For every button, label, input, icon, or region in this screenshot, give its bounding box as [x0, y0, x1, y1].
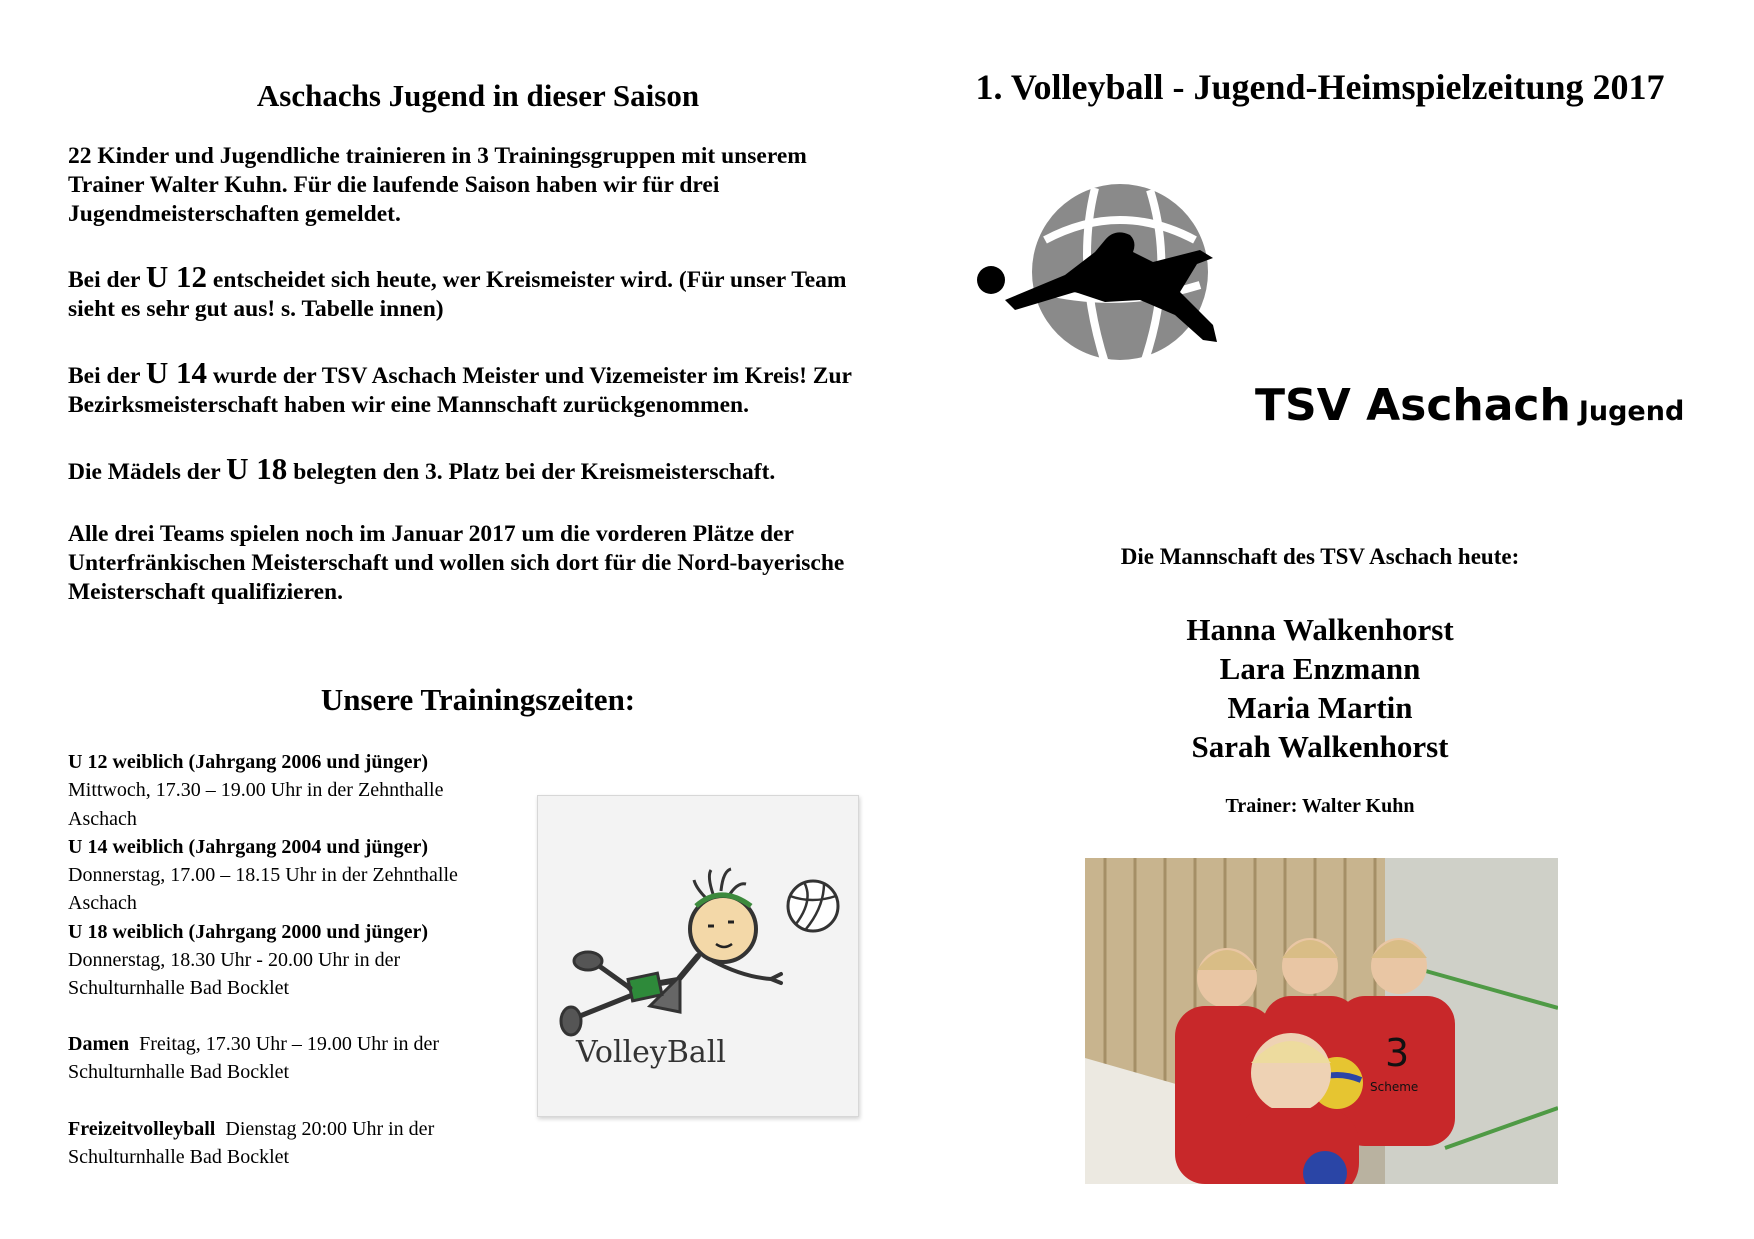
volleyball-player-logo-icon: [975, 180, 1255, 370]
schedule-block: [68, 748, 498, 1003]
newsletter-title: 1. Volleyball - Jugend-Heimspielzeitung 2017: [975, 67, 1665, 107]
schedule-u14: U 14 weiblich (Jahrgang 2004 und jünger) Donnerstag, 17.00 – 18.15 Uhr in der Zehnthalle Aschach: [68, 835, 458, 915]
club-name: TSV Aschach: [1255, 380, 1571, 431]
training-heading: Unsere Trainingszeiten:: [320, 682, 636, 717]
player-name: Hanna Walkenhorst: [1186, 612, 1454, 647]
u18-label: U 18: [226, 451, 288, 486]
cartoon-label: VolleyBall: [576, 1035, 726, 1070]
u12-label: U 12: [145, 259, 208, 294]
u14-paragraph: Bei der U 14 wurde der TSV Aschach Meister und Vizemeister im Kreis! Zur Bezirksmeisterschaft haben wir eine Mannschaft zurückgenommen.: [68, 355, 852, 418]
schedule-freizeit: Freizeitvolleyball Dienstag 20:00 Uhr in der Schulturnhalle Bad Bocklet: [68, 1118, 435, 1169]
player-name: Lara Enzmann: [1219, 651, 1421, 686]
player-name: Sarah Walkenhorst: [1191, 729, 1449, 764]
volleyball-cartoon-card: [537, 795, 859, 1117]
intro-paragraph: 22 Kinder und Jugendliche trainieren in 3 Trainingsgruppen mit unserem Trainer Walter Kuhn. Für die laufende Saison haben wir für drei Jugendmeisterschaften gemeldet.: [68, 143, 807, 227]
outro-paragraph: Alle drei Teams spielen noch im Januar 2017 um die vorderen Plätze der Unterfränkischen Meisterschaft und wollen sich dort für die Nord-bayerische Meisterschaft qualifizieren.: [68, 521, 845, 605]
team-heading: Die Mannschaft des TSV Aschach heute:: [1120, 544, 1520, 569]
club-brand: [1255, 380, 1684, 431]
club-logo: [975, 180, 1255, 370]
u12-paragraph: Bei der U 12 entscheidet sich heute, wer Kreismeister wird. (Für unser Team sieht es sehr gut aus! s. Tabelle innen): [68, 259, 847, 322]
schedule-u12: U 12 weiblich (Jahrgang 2006 und jünger) Mittwoch, 17.30 – 19.00 Uhr in der Zehnthalle Aschach: [68, 751, 444, 830]
u14-label: U 14: [145, 355, 208, 390]
team-photo: [1085, 858, 1558, 1184]
season-heading: Aschachs Jugend in dieser Saison: [256, 78, 700, 113]
club-subtitle: Jugend: [1578, 396, 1685, 427]
volleyball-girl-icon: [538, 796, 860, 1118]
u18-paragraph: Die Mädels der U 18 belegten den 3. Platz bei der Kreismeisterschaft.: [68, 451, 776, 486]
player-list: [1020, 610, 1620, 766]
jersey-number: 3: [1385, 1031, 1410, 1075]
schedule-u18: U 18 weiblich (Jahrgang 2000 und jünger) Donnerstag, 18.30 Uhr - 20.00 Uhr in der Schulturnhalle Bad Bocklet: [68, 920, 429, 1000]
player-name: Maria Martin: [1227, 690, 1413, 725]
team-photo-image: [1085, 858, 1558, 1184]
jersey-sponsor: Scheme: [1370, 1080, 1419, 1094]
schedule-damen: Damen Freitag, 17.30 Uhr – 19.00 Uhr in der Schulturnhalle Bad Bocklet: [68, 1033, 440, 1084]
trainer-line: Trainer: Walter Kuhn: [1225, 795, 1415, 817]
